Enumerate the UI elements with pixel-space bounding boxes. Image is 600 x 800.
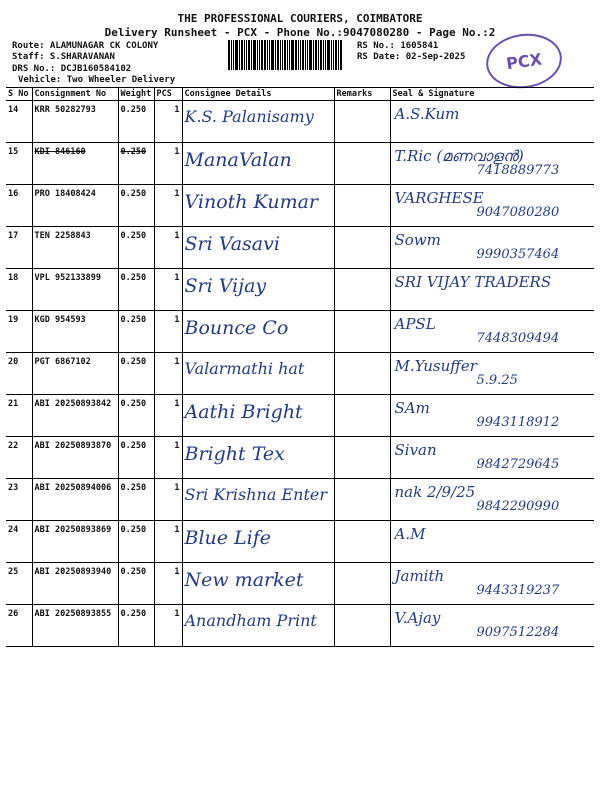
weight-cell: 0.250 bbox=[118, 311, 154, 353]
remarks-cell bbox=[334, 437, 390, 479]
table-row bbox=[6, 185, 594, 227]
signature-cell bbox=[390, 311, 594, 353]
signature-cell bbox=[390, 185, 594, 227]
consignee-handwriting: Anandham Print bbox=[184, 611, 317, 630]
weight-cell: 0.250 bbox=[118, 605, 154, 647]
col-consignee: Consignee Details bbox=[182, 88, 334, 101]
pcs-cell: 1 bbox=[154, 437, 182, 479]
consignee-handwriting: ManaValan bbox=[184, 149, 292, 171]
signature-cell bbox=[390, 101, 594, 143]
table-row bbox=[6, 311, 594, 353]
runsheet-table bbox=[6, 87, 594, 647]
signature-handwriting: Jamith bbox=[394, 567, 445, 585]
signature-phone: 9842290990 bbox=[476, 499, 560, 514]
signature-phone: 9990357464 bbox=[476, 247, 560, 262]
signature-cell bbox=[390, 437, 594, 479]
page-title: THE PROFESSIONAL COURIERS, COIMBATORE bbox=[177, 12, 423, 25]
remarks-cell bbox=[334, 143, 390, 185]
rs-number: RS No.: 1605841 bbox=[357, 41, 439, 51]
consignment-cell: KDI 846160 bbox=[32, 143, 118, 185]
pcs-cell: 1 bbox=[154, 143, 182, 185]
signature-handwriting: A.M bbox=[394, 525, 426, 543]
consignee-handwriting: Blue Life bbox=[184, 527, 272, 549]
weight-cell: 0.250 bbox=[118, 437, 154, 479]
rs-date: RS Date: 02-Sep-2025 bbox=[357, 52, 466, 62]
pcx-stamp: PCX bbox=[483, 29, 566, 93]
table-row bbox=[6, 605, 594, 647]
col-pcs: PCS bbox=[154, 88, 182, 101]
consignee-handwriting: Bounce Co bbox=[184, 317, 289, 339]
signature-cell bbox=[390, 521, 594, 563]
consignee-cell bbox=[182, 605, 334, 647]
weight-cell: 0.250 bbox=[118, 563, 154, 605]
remarks-cell bbox=[334, 521, 390, 563]
signature-handwriting: SAm bbox=[394, 399, 430, 417]
sno-cell: 20 bbox=[6, 353, 32, 395]
pcs-cell: 1 bbox=[154, 521, 182, 563]
remarks-cell bbox=[334, 185, 390, 227]
barcode bbox=[228, 40, 352, 70]
signature-phone: 9097512284 bbox=[476, 625, 560, 640]
consignee-cell bbox=[182, 395, 334, 437]
consignee-cell bbox=[182, 437, 334, 479]
sno-cell: 16 bbox=[6, 185, 32, 227]
consignee-cell bbox=[182, 185, 334, 227]
signature-cell bbox=[390, 143, 594, 185]
signature-phone: 7418889773 bbox=[476, 163, 560, 178]
pcs-cell: 1 bbox=[154, 353, 182, 395]
consignee-cell bbox=[182, 353, 334, 395]
col-consignment: Consignment No bbox=[32, 88, 118, 101]
table-row bbox=[6, 521, 594, 563]
signature-cell bbox=[390, 269, 594, 311]
sno-cell: 26 bbox=[6, 605, 32, 647]
table-row bbox=[6, 395, 594, 437]
remarks-cell bbox=[334, 395, 390, 437]
remarks-cell bbox=[334, 605, 390, 647]
signature-cell bbox=[390, 395, 594, 437]
consignment-cell: ABI 20250893842 bbox=[32, 395, 118, 437]
pcs-cell: 1 bbox=[154, 563, 182, 605]
signature-phone: 9047080280 bbox=[476, 205, 560, 220]
consignee-handwriting: Aathi Bright bbox=[184, 401, 303, 423]
signature-phone: 9842729645 bbox=[476, 457, 560, 472]
sno-cell: 24 bbox=[6, 521, 32, 563]
sno-cell: 21 bbox=[6, 395, 32, 437]
runsheet-subtitle: Delivery Runsheet - PCX - Phone No.:9047080280 - Page No.:2 bbox=[104, 26, 496, 39]
sno-cell: 14 bbox=[6, 101, 32, 143]
remarks-cell bbox=[334, 479, 390, 521]
pcs-cell: 1 bbox=[154, 395, 182, 437]
remarks-cell bbox=[334, 227, 390, 269]
weight-cell: 0.250 bbox=[118, 395, 154, 437]
sno-cell: 17 bbox=[6, 227, 32, 269]
col-remarks: Remarks bbox=[334, 88, 390, 101]
pcs-cell: 1 bbox=[154, 269, 182, 311]
col-weight: Weight bbox=[118, 88, 154, 101]
consignee-handwriting: K.S. Palanisamy bbox=[184, 107, 314, 126]
remarks-cell bbox=[334, 353, 390, 395]
sno-cell: 19 bbox=[6, 311, 32, 353]
signature-phone: 9943118912 bbox=[476, 415, 560, 430]
signature-cell bbox=[390, 563, 594, 605]
vehicle-label: Vehicle: Two Wheeler Delivery bbox=[18, 75, 176, 85]
route-label: Route: ALAMUNAGAR CK COLONY bbox=[12, 41, 159, 51]
signature-cell bbox=[390, 605, 594, 647]
consignee-cell bbox=[182, 563, 334, 605]
consignment-cell: ABI 20250893855 bbox=[32, 605, 118, 647]
consignee-handwriting: New market bbox=[184, 569, 304, 591]
remarks-cell bbox=[334, 101, 390, 143]
consignee-cell bbox=[182, 227, 334, 269]
consignee-handwriting: Sri Krishna Enter bbox=[184, 485, 328, 504]
signature-phone: 9443319237 bbox=[476, 583, 560, 598]
pcs-cell: 1 bbox=[154, 605, 182, 647]
consignee-cell bbox=[182, 143, 334, 185]
consignment-cell: VPL 952133899 bbox=[32, 269, 118, 311]
signature-handwriting: A.S.Kum bbox=[394, 105, 460, 123]
consignment-cell: TEN 2258843 bbox=[32, 227, 118, 269]
signature-handwriting: VARGHESE bbox=[394, 189, 484, 207]
table-row bbox=[6, 353, 594, 395]
remarks-cell bbox=[334, 563, 390, 605]
sno-cell: 25 bbox=[6, 563, 32, 605]
col-signature: Seal & Signature bbox=[390, 88, 594, 101]
consignment-cell: KRR 50282793 bbox=[32, 101, 118, 143]
pcs-cell: 1 bbox=[154, 185, 182, 227]
signature-handwriting: Sowm bbox=[394, 231, 441, 249]
remarks-cell bbox=[334, 311, 390, 353]
sno-cell: 22 bbox=[6, 437, 32, 479]
signature-cell bbox=[390, 227, 594, 269]
signature-handwriting: nak 2/9/25 bbox=[394, 483, 476, 501]
pcs-cell: 1 bbox=[154, 227, 182, 269]
consignee-cell bbox=[182, 269, 334, 311]
col-sno: S No bbox=[6, 88, 32, 101]
remarks-cell bbox=[334, 269, 390, 311]
consignee-handwriting: Valarmathi hat bbox=[184, 359, 305, 378]
weight-cell: 0.250 bbox=[118, 479, 154, 521]
table-row bbox=[6, 227, 594, 269]
consignment-cell: PRO 18408424 bbox=[32, 185, 118, 227]
signature-handwriting: T.Ric (മണവാളൻ) bbox=[394, 147, 524, 165]
table-row bbox=[6, 437, 594, 479]
table-row bbox=[6, 143, 594, 185]
table-row bbox=[6, 479, 594, 521]
consignee-handwriting: Vinoth Kumar bbox=[184, 191, 318, 213]
consignment-cell: ABI 20250893869 bbox=[32, 521, 118, 563]
consignee-cell bbox=[182, 101, 334, 143]
pcs-cell: 1 bbox=[154, 479, 182, 521]
sno-cell: 15 bbox=[6, 143, 32, 185]
signature-phone: 5.9.25 bbox=[476, 373, 518, 388]
signature-handwriting: M.Yusuffer bbox=[394, 357, 477, 375]
table-row bbox=[6, 101, 594, 143]
weight-cell: 0.250 bbox=[118, 227, 154, 269]
consignee-handwriting: Sri Vijay bbox=[184, 275, 267, 297]
consignee-handwriting: Sri Vasavi bbox=[184, 233, 280, 255]
consignment-cell: ABI 20250893870 bbox=[32, 437, 118, 479]
pcs-cell: 1 bbox=[154, 101, 182, 143]
signature-handwriting: V.Ajay bbox=[394, 609, 441, 627]
weight-cell: 0.250 bbox=[118, 185, 154, 227]
weight-cell: 0.250 bbox=[118, 521, 154, 563]
signature-phone: 7448309494 bbox=[476, 331, 560, 346]
table-header-row bbox=[6, 88, 594, 101]
sno-cell: 23 bbox=[6, 479, 32, 521]
consignment-cell: PGT 6867102 bbox=[32, 353, 118, 395]
consignee-handwriting: Bright Tex bbox=[184, 443, 285, 465]
consignment-cell: KGD 954593 bbox=[32, 311, 118, 353]
sno-cell: 18 bbox=[6, 269, 32, 311]
signature-handwriting: SRI VIJAY TRADERS bbox=[394, 273, 552, 291]
consignee-cell bbox=[182, 521, 334, 563]
drs-number: DRS No.: DCJB160584102 bbox=[12, 64, 132, 74]
staff-label: Staff: S.SHARAVANAN bbox=[12, 52, 115, 62]
consignment-cell: ABI 20250893940 bbox=[32, 563, 118, 605]
consignee-cell bbox=[182, 479, 334, 521]
weight-cell: 0.250 bbox=[118, 353, 154, 395]
signature-cell bbox=[390, 353, 594, 395]
signature-handwriting: APSL bbox=[394, 315, 436, 333]
table-row bbox=[6, 563, 594, 605]
table-row bbox=[6, 269, 594, 311]
weight-cell: 0.250 bbox=[118, 269, 154, 311]
signature-cell bbox=[390, 479, 594, 521]
consignment-cell: ABI 20250894006 bbox=[32, 479, 118, 521]
weight-cell: 0.250 bbox=[118, 101, 154, 143]
consignee-cell bbox=[182, 311, 334, 353]
weight-cell: 0.250 bbox=[118, 143, 154, 185]
pcs-cell: 1 bbox=[154, 311, 182, 353]
signature-handwriting: Sivan bbox=[394, 441, 437, 459]
